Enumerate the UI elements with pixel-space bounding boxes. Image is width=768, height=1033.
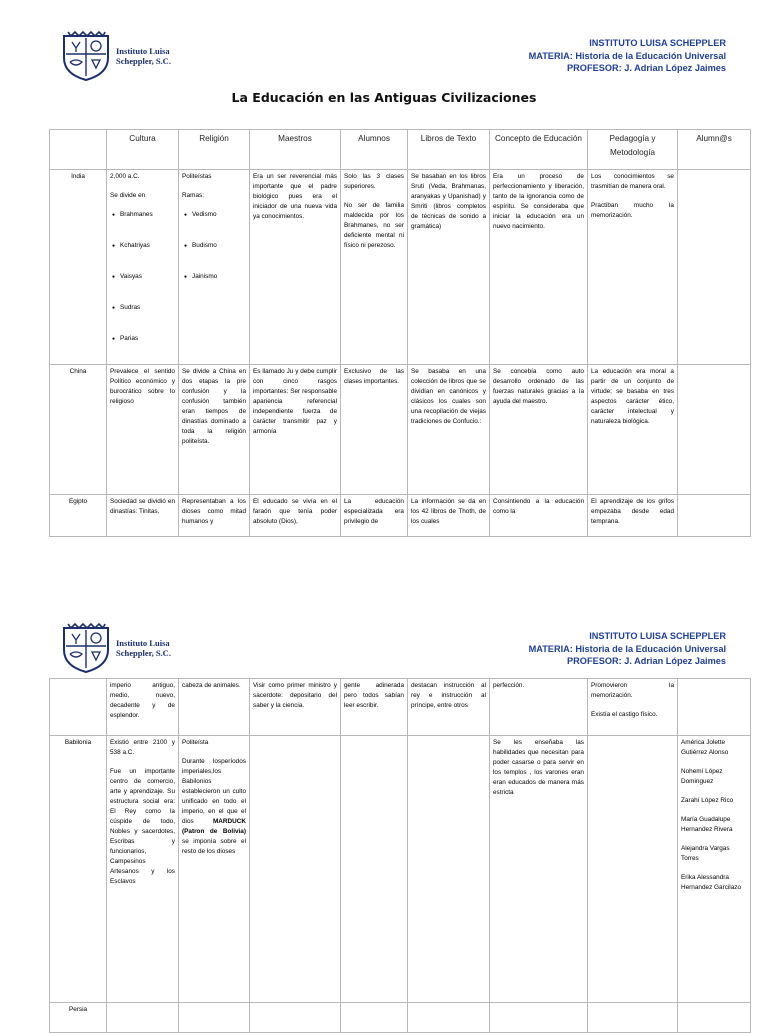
crest-icon <box>60 622 112 674</box>
cultura-cell: Prevalece el sentido Político económico y burocrático sobre lo religioso <box>107 365 179 495</box>
list-item: ● Vedismo <box>182 210 246 220</box>
header-materia: MATERIA: Historia de la Educación Universal <box>528 50 726 61</box>
page-gap <box>0 560 768 590</box>
religion-text-2c: se imponía sobre el resto de los dioses <box>182 838 246 855</box>
concepto-cell: Se concebía como auto desarrollo ordenado de las fuerzas naturales gracias a la ayuda del maestro. <box>490 365 588 495</box>
table-row-egipto <box>50 495 751 537</box>
alumnas-cell <box>678 1003 751 1033</box>
header-materia: MATERIA: Historia de la Educación Universal <box>528 643 726 654</box>
col-header-pedagogia: Pedagogía y Metodología <box>588 130 678 170</box>
header-profesor: PROFESOR: J. Adrian López Jaimes <box>567 656 726 666</box>
religion-cell <box>179 1003 250 1033</box>
cultura-date: 2,000 a.C. <box>110 173 140 180</box>
document-title: La Educación en las Antiguas Civilizaciones <box>231 90 537 105</box>
cultura-cell: imperio antiguo, medio, nuevo, decadente y de esplendor. <box>107 679 179 736</box>
header-info <box>529 37 726 75</box>
alumnas-cell <box>678 679 751 736</box>
civ-name: Babilonia <box>50 736 107 1003</box>
alumna-name: Erika Alessandra Hernandez Garcilazo <box>681 874 742 891</box>
pedagogia-cell: La educación era moral a partir de un conjunto de virtude; se basaba en tres aspectos carácter ético, carácter intelectual y naturaleza biológica. <box>588 365 678 495</box>
crest-icon <box>60 30 112 82</box>
concepto-cell: Se les enseñaba las habilidades que necesitan para poder casarse o para servir en los templos , los varones eran eran educados de manera más estricta <box>490 736 588 1003</box>
cultura-cell: Sociedad se dividió en dinastías: Tinitas, <box>107 495 179 537</box>
col-header-libros: Libros de Texto <box>408 130 490 170</box>
civ-name: Persia <box>50 1003 107 1033</box>
alumnos-cell: gente adinerada pero todos sabían leer escribir. <box>341 679 408 736</box>
maestros-cell: Visir como primer ministro y sacerdote: depositario del saber y la ciencia. <box>250 679 341 736</box>
libros-cell <box>408 736 490 1003</box>
header-profesor: PROFESOR: J. Adrian López Jaimes <box>567 63 726 73</box>
alumnas-cell <box>678 365 751 495</box>
alumnos-cell: La educación especializada era privilegio de <box>341 495 408 537</box>
religion-text-2a: Durante losperíodos imperiales,los Babilonios establecieron un culto unificado en todo el imperio, en el que el dios <box>182 758 246 825</box>
alumna-name: María Guadalupe Hernandez Rivera <box>681 816 733 833</box>
school-logo <box>60 622 200 672</box>
religion-cell <box>179 736 250 1003</box>
pedagogia-cell <box>588 170 678 365</box>
cultura-intro: Se divide en <box>110 192 146 199</box>
maestros-cell: Era un ser reverencial más importante que el padre biológico pues era el iniciador de una nueva vida ya conocimientos. <box>250 170 341 365</box>
religiones-list <box>182 210 246 282</box>
religion-intro: Politeístas <box>182 173 212 180</box>
col-header-alumnas: Alumn@s <box>678 130 751 170</box>
concepto-cell: Era un proceso de perfeccionamiento y liberación, tanto de la ignorancia como de espíritu. Se consideraba que iniciar la educación era un nuevo nacimiento. <box>490 170 588 365</box>
table-row-india <box>50 170 751 365</box>
cultura-cell <box>107 1003 179 1033</box>
civ-name: China <box>50 365 107 495</box>
pedagogia-text-1: Los conocimientos se trasmitían de manera oral. <box>591 173 674 190</box>
religion-cell: cabeza de animales. <box>179 679 250 736</box>
alumnos-text-2: No ser de familia maldecida por los Brahmanes, no ser deficiente mental ni físico ni perezoso. <box>344 202 404 249</box>
pedagogia-cell <box>588 679 678 736</box>
alumnas-cell <box>678 736 751 1003</box>
civ-name <box>50 679 107 736</box>
school-logo <box>60 30 200 80</box>
civ-name: Egipto <box>50 495 107 537</box>
list-item: ● Vaisyas <box>110 272 175 282</box>
religion-text-2 <box>182 757 246 857</box>
pedagogia-cell: El aprendizaje de los grifos empezaba desde edad temprana. <box>588 495 678 537</box>
cultura-cell <box>107 736 179 1003</box>
list-item: ● Kchatriyas <box>110 241 175 251</box>
logo-line-2: Scheppler, S.C. <box>116 56 171 66</box>
list-item: ● Sudras <box>110 303 175 313</box>
alumnos-text-1: Solo las 3 clases superiores. <box>344 173 404 190</box>
alumnos-cell <box>341 736 408 1003</box>
header-info <box>529 630 726 668</box>
pedagogia-text-2: Practiban mucho la memorización. <box>591 202 674 219</box>
list-item: ● Parias <box>110 334 175 344</box>
alumna-name: Nohemí López Dominguez <box>681 768 723 785</box>
maestros-cell: El educado se vivía en el faraón que tenía poder absoluto (Dios), <box>250 495 341 537</box>
religion-cell <box>179 170 250 365</box>
religion-cell: Representaban a los dioses como mitad humanos y <box>179 495 250 537</box>
cultura-cell <box>107 170 179 365</box>
alumnos-cell <box>341 170 408 365</box>
maestros-cell: Es llamado Ju y debe cumplir con cinco rasgos importantes: Ser responsable apariencia referencial independiente fuerza de carácter transmitir paz y armonía <box>250 365 341 495</box>
alumnas-cell <box>678 495 751 537</box>
civ-name: India <box>50 170 107 365</box>
alumna-name: Zarahí López Rico <box>681 797 734 804</box>
maestros-cell <box>250 1003 341 1033</box>
libros-cell: Se basaba en una colección de libros que se dividían en canónicos y clásicos los cuales son una recopilación de viejas tradiciones de Confucio.: <box>408 365 490 495</box>
cultura-text-1: Existió entre 2100 y 538 a.C. <box>110 739 175 756</box>
table-row-babilonia <box>50 736 751 1003</box>
logo-text <box>116 638 171 658</box>
logo-line-1: Instituto Luisa <box>116 638 170 648</box>
col-header-religion: Religión <box>179 130 250 170</box>
logo-line-1: Instituto Luisa <box>116 46 170 56</box>
cultura-text-2: Fue un importante centro de comercio, arte y aprendizaje. Su estructura social era: El Rey como la cúspide de todo, Nobles y sacerdotes, Escribas y funcionarios, Campesinos Artesanos y los Esclavos <box>110 768 175 885</box>
alumna-name: Alejandra Vargas Torres <box>681 845 730 862</box>
pedagogia-cell <box>588 1003 678 1033</box>
table-row-china <box>50 365 751 495</box>
alumnos-cell: Exclusivo de las clases importantes. <box>341 365 408 495</box>
civilizations-table-continued <box>49 678 751 1033</box>
maestros-cell <box>250 736 341 1003</box>
table-header-row <box>50 130 751 170</box>
list-item: ● Budismo <box>182 241 246 251</box>
col-header-alumnos: Alumnos <box>341 130 408 170</box>
table-row-persia <box>50 1003 751 1033</box>
col-header-cultura: Cultura <box>107 130 179 170</box>
col-header-empty <box>50 130 107 170</box>
table-row-egipto-continued <box>50 679 751 736</box>
header-institute: INSTITUTO LUISA SCHEPPLER <box>589 38 726 48</box>
pedagogia-text-1: Promovieron la memorización. <box>591 682 674 699</box>
col-header-concepto: Concepto de Educación <box>490 130 588 170</box>
pedagogia-cell <box>588 736 678 1003</box>
libros-cell: Se basaban en los libros Sruti (Veda, Brahmanas, aranyakas y Upanishad) y Smriti (libros completos de técnicas de sonido a gramática) <box>408 170 490 365</box>
logo-line-2: Scheppler, S.C. <box>116 648 171 658</box>
col-header-maestros: Maestros <box>250 130 341 170</box>
concepto-cell <box>490 1003 588 1033</box>
concepto-cell: perfección. <box>490 679 588 736</box>
castas-list <box>110 210 175 344</box>
list-item: ● Brahmanes <box>110 210 175 220</box>
header-institute: INSTITUTO LUISA SCHEPPLER <box>589 631 726 641</box>
alumnas-cell <box>678 170 751 365</box>
list-item: ● Jainismo <box>182 272 246 282</box>
religion-text-1: Politeísta <box>182 739 209 746</box>
concepto-cell: Consintiendo a la educación como la <box>490 495 588 537</box>
alumnos-cell <box>341 1003 408 1033</box>
religion-cell: Se divide a China en dos etapas la pre confusión y la confusión también eran tiempos de dinastías dominado a toda la religión politeísta. <box>179 365 250 495</box>
alumna-name: América Jolette Gutiérrez Alonso <box>681 739 729 756</box>
libros-cell: destacan instrucción al rey e instrucción al príncipe, entre otros <box>408 679 490 736</box>
religion-ramas: Ramas: <box>182 192 205 199</box>
pedagogia-text-2: Existía el castigo físico. <box>591 711 658 718</box>
libros-cell <box>408 1003 490 1033</box>
logo-text <box>116 46 171 66</box>
libros-cell: La información se da en los 42 libros de Thoth, de los cuales <box>408 495 490 537</box>
marduck-highlight: MARDUCK (Patron de Bolivia) <box>182 818 246 835</box>
civilizations-table <box>49 129 751 537</box>
